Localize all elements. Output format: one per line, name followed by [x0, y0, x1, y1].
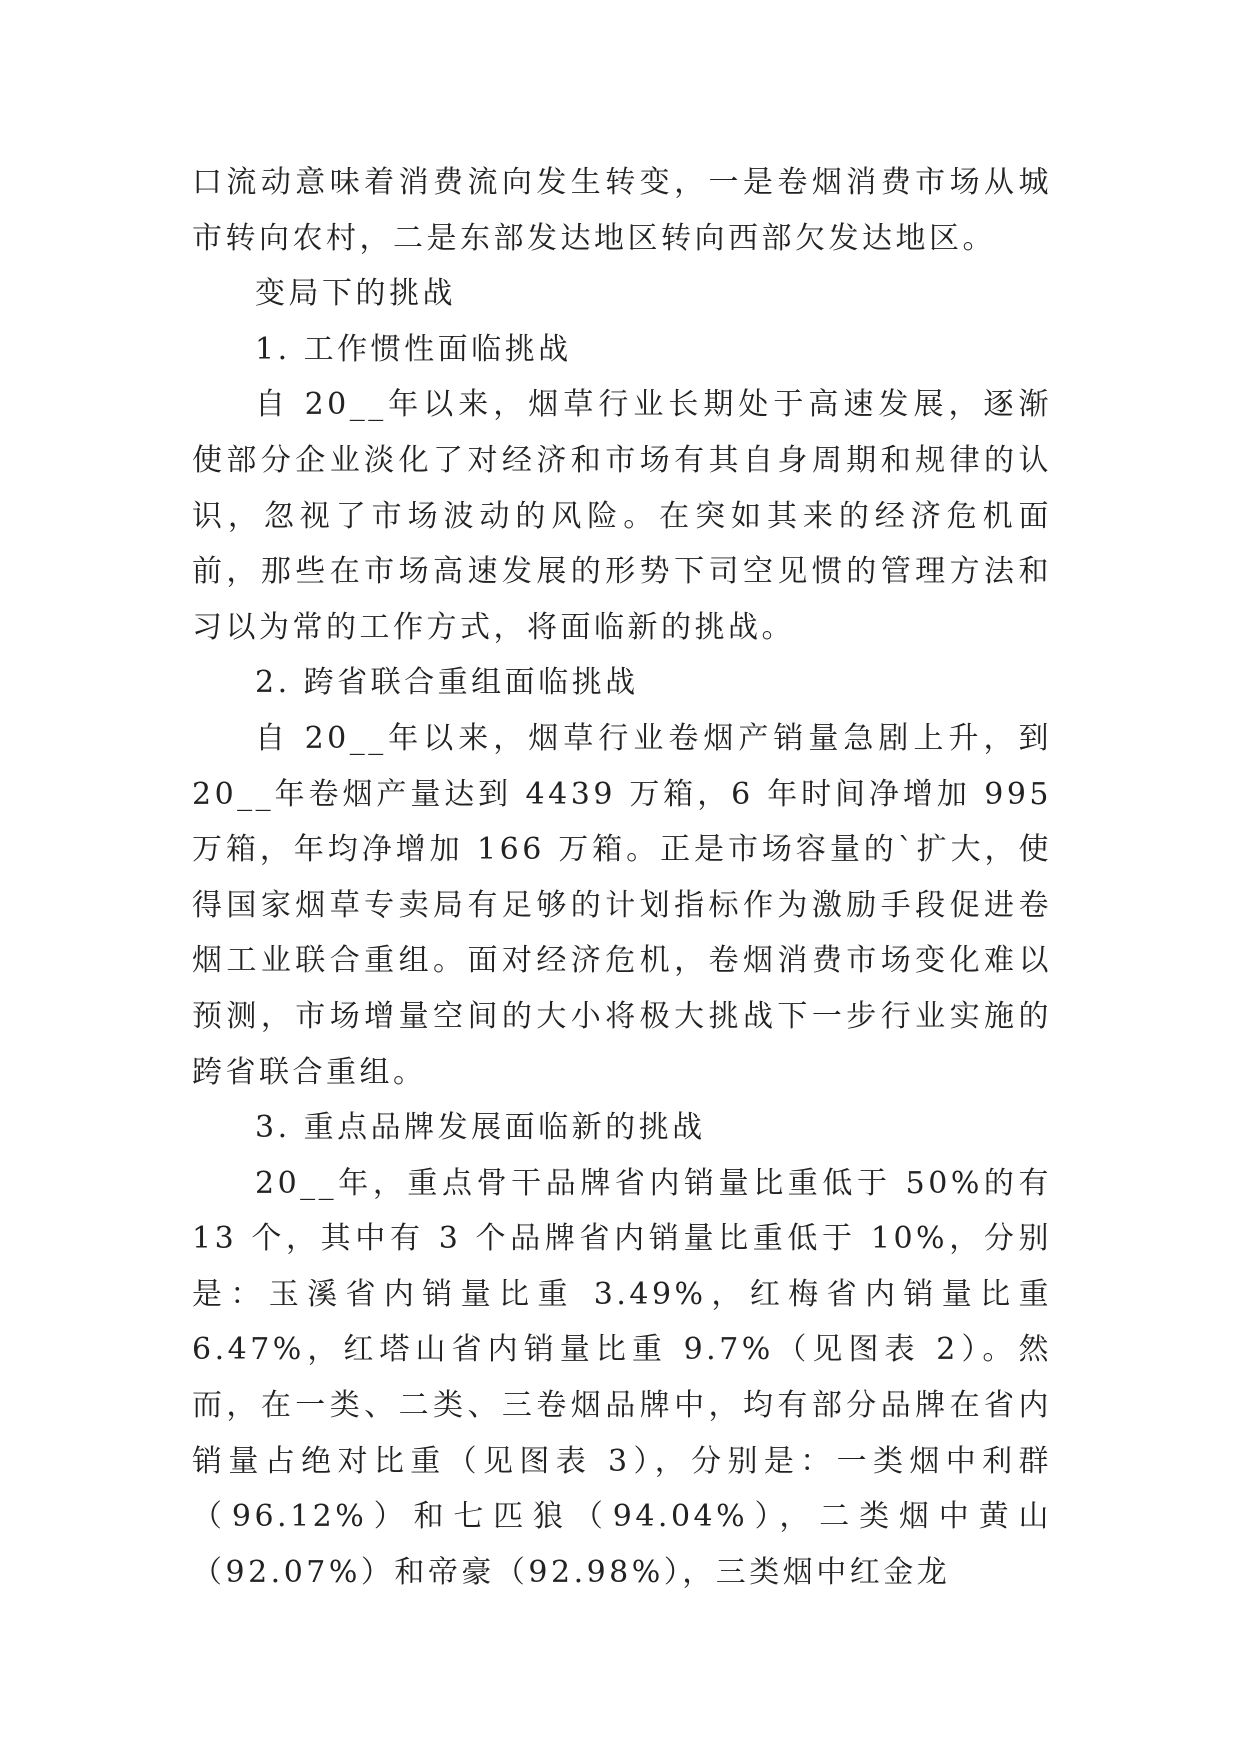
body-paragraph-consumption-shift: 口流动意味着消费流向发生转变，一是卷烟消费市场从城市转向农村，二是东部发达地区转向西部欠发达地区。 — [192, 165, 1052, 256]
body-paragraph-key-brands: 20__年，重点骨干品牌省内销量比重低于 50%的有 13 个，其中有 3 个品牌省内销量比重低于 10%，分别是：玉溪省内销量比重 3.49%，红梅省内销量比重 6.47%，红塔山省内销量比重 9.7%（见图表 2）。然而，在一类、二类、三卷烟品牌中，均有部分品牌在省内销量占绝对比重（见图表 3），分别是：一类烟中利群（96.12%）和七匹狼（94.04%），二类烟中黄山（92.07%）和帝豪（92.98%），三类烟中红金龙 — [192, 1165, 1052, 1590]
body-paragraph-cross-province-merger: 自 20__年以来，烟草行业卷烟产销量急剧上升，到 20__年卷烟产量达到 4439 万箱，6 年时间净增加 995 万箱，年均净增加 166 万箱。正是市场容量的`扩大，使得国家烟草专卖局有足够的计划指标作为激励手段促进卷烟工业联合重组。面对经济危机，卷烟消费市场变化难以预测，市场增量空间的大小将极大挑战下一步行业实施的跨省联合重组。 — [192, 720, 1052, 1090]
subheading-key-brands: 3. 重点品牌发展面临新的挑战 — [255, 1110, 706, 1146]
section-heading-challenges: 变局下的挑战 — [255, 276, 456, 312]
subheading-work-inertia: 1. 工作惯性面临挑战 — [255, 331, 572, 367]
document-body — [192, 155, 1052, 1600]
subheading-cross-province-merger: 2. 跨省联合重组面临挑战 — [255, 665, 639, 701]
body-paragraph-work-inertia: 自 20__年以来，烟草行业长期处于高速发展，逐渐使部分企业淡化了对经济和市场有其自身周期和规律的认识，忽视了市场波动的风险。在突如其来的经济危机面前，那些在市场高速发展的形势下司空见惯的管理方法和习以为常的工作方式，将面临新的挑战。 — [192, 387, 1052, 645]
